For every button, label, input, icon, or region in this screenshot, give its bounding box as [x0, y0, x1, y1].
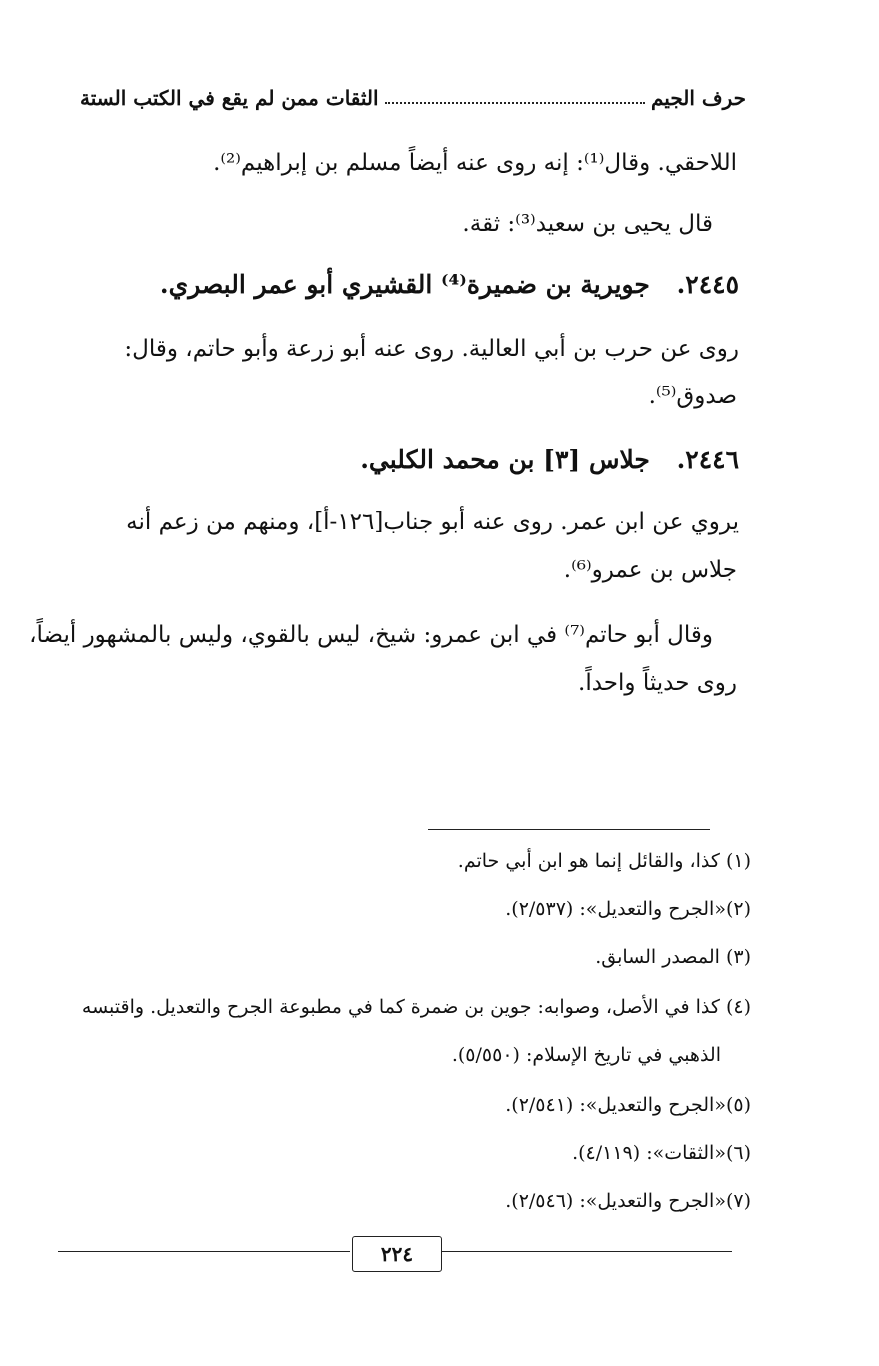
entry-number: ٢٤٤٦. [676, 445, 739, 474]
paragraph-2-line-2: جلاس بن عمرو⁽⁶⁾. [563, 557, 737, 583]
footnote-1: (١) كذا، والقائل إنما هو ابن أبي حاتم. [457, 850, 751, 872]
entry-2445 [160, 270, 739, 299]
paragraph-1-line-1: روى عن حرب بن أبي العالية. روى عنه أبو زرعة وأبو حاتم، وقال: [124, 336, 739, 362]
header-title: الثقات ممن لم يقع في الكتب الستة [80, 86, 379, 110]
footnote-separator [428, 829, 710, 830]
body-line-2: قال يحيى بن سعيد⁽³⁾: ثقة. [462, 211, 713, 237]
header-dots [385, 92, 645, 104]
footnote-5: (٥)«الجرح والتعديل»: (٢/٥٤١). [505, 1094, 751, 1116]
entry-number: ٢٤٤٥. [676, 270, 739, 299]
entry-name: جويرية بن ضميرة⁽⁴⁾ القشيري أبو عمر البصري. [159, 270, 650, 299]
header-section: حرف الجيم [651, 86, 746, 110]
paragraph-3-line-2: روى حديثاً واحداً. [578, 670, 737, 696]
entry-name: جلاس [٣] بن محمد الكلبي. [360, 445, 650, 474]
footnote-4: (٤) كذا في الأصل، وصوابه: جوين بن ضمرة كما في مطبوعة الجرح والتعديل. واقتبسه [81, 996, 751, 1018]
running-header [80, 86, 746, 110]
page-number: ٢٢٤ [352, 1236, 442, 1272]
paragraph-2-line-1: يروي عن ابن عمر. روى عنه أبو جناب[١٢٦-أ]، ومنهم من زعم أنه [126, 509, 739, 535]
bottom-rule-right [440, 1251, 732, 1252]
footnote-2: (٢)«الجرح والتعديل»: (٢/٥٣٧). [505, 898, 751, 920]
bottom-rule-left [58, 1251, 350, 1252]
footnote-4-continued: الذهبي في تاريخ الإسلام: (٥/٥٥٠). [451, 1044, 721, 1066]
entry-2446 [360, 445, 739, 474]
paragraph-1-line-2: صدوق⁽⁵⁾. [648, 383, 737, 409]
footnote-3: (٣) المصدر السابق. [595, 946, 751, 968]
paragraph-3-line-1: وقال أبو حاتم⁽⁷⁾ في ابن عمرو: شيخ، ليس بالقوي، وليس بالمشهور أيضاً، [29, 622, 713, 648]
footnote-7: (٧)«الجرح والتعديل»: (٢/٥٤٦). [505, 1190, 751, 1212]
footnote-6: (٦)«الثقات»: (٤/١١٩). [572, 1142, 751, 1164]
body-line-1: اللاحقي. وقال⁽¹⁾: إنه روى عنه أيضاً مسلم بن إبراهيم⁽²⁾. [213, 150, 737, 176]
